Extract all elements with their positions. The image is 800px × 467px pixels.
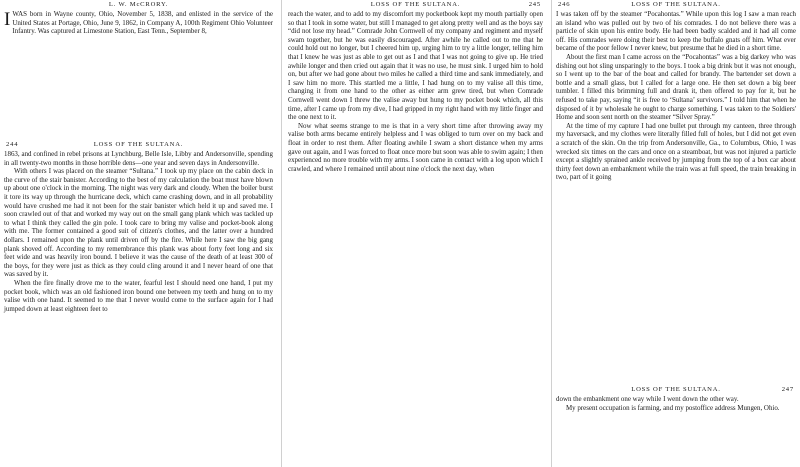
running-head-244 <box>4 140 273 150</box>
drop-cap: I <box>4 9 11 30</box>
paragraph: With others I was placed on the steamer “Sultana.” I took up my place on the cabin deck in the curve of the stair banister. According to the best of my calculation the boat must have blown up about one o'clock in the morning. The night was very dark and cloudy. When the boiler burst it tore its way up through the hurricane deck, which came crashing down, and in all probability would have crushed me had it not been for the stair banister which held it up and saved me. I soon crawled out of that and worked my way out on the small gang plank which was tackled up to what I think they called the gin pole. I took care to bring my valise and pocket-book along with me. The former contained a good suit of citizen's clothes, and the latter over a hundred dollars. I remained upon the plank until driven off by the fire. While here I saw the big gang plank shoved off. According to my remembrance this plank was about forty feet long and six feet wide and was heavily iron bound. I believe it was the cause of the death of at least 300 of the boys, for they were just as thick as they could cling around it and I never heard of one that was saved by it. <box>4 167 273 279</box>
paragraph: Now what seems strange to me is that in a very short time after throwing away my valise both arms became entirely helpless and I was obliged to turn over on my back and float in order to rest them. After floating awhile I swam a short distance when my arms gave out again, and I was forced to float once more but soon was able to swim again; I then experienced no more trouble with my arms. I soon came in contact with a log upon which I crawled, and where I remained until about nine o'clock the next day, when <box>288 121 543 173</box>
page-247-text <box>556 395 796 412</box>
running-head-title: LOSS OF THE SULTANA. <box>631 1 721 8</box>
running-head-title: LOSS OF THE SULTANA. <box>93 141 184 148</box>
paragraph: My present occupation is farming, and my postoffice address Mungen, Ohio. <box>566 403 780 412</box>
paragraph <box>4 10 273 36</box>
paragraph: About the first man I came across on the “Pocahontas” was a big darkey who was dishing out hot sling unsparingly to the boys. I took a big drink but it was not enough, so I went up to the bar of the boat and called for brandy. The bartender set down a bottle and a small glass, but I called for a large one. He then set down a big beer tumbler. I filled this brimming full and drank it, then offered to pay for it, but he refused to take pay, saying “it is free to ‘Sultana’ survivors.” I told him that when he disposed of it by wholesale he ought to charge something. I was taken to the Soldiers' Home and soon sent north on the steamer “Silver Spray.” <box>556 52 796 122</box>
paragraph: I was taken off by the steamer “Pocahontas.” While upon this log I saw a man reach an island who was pulled out by two of his comrades. I do not believe there was a particle of skin upon his entire body. He had been badly scalded and it had all come off. His comrades were doing their best to keep the buffalo gnats off him. What ever became of the poor fellow I never knew, but presume that he died in a short time. <box>556 10 796 53</box>
running-head-243 <box>4 0 273 10</box>
running-head-title: LOSS OF THE SULTANA. <box>370 1 461 8</box>
running-head-title: LOSS OF THE SULTANA. <box>631 386 721 393</box>
paragraph: At the time of my capture I had one bullet put through my canteen, three through my haversack, and my clothes were literally filled full of holes, but I did not get even a scratch of the skin. On the trip from Andersonville, Ga., to Columbus, Ohio, I was wrecked six times on the cars and once on a steamboat, but was not injured a particle except a slightly sprained ankle received by jumping from the top of a box car about thirty feet down an embankment while the train was at full speed, the train breaking in two, part of it going <box>556 121 796 182</box>
left-column <box>0 0 277 467</box>
page-245-text <box>288 10 543 173</box>
running-head-title: L. W. McCRORY. <box>108 1 169 8</box>
page-number: 244 <box>6 141 19 148</box>
page-246-text <box>556 10 796 182</box>
page-number: 247 <box>781 386 794 393</box>
page-244-text <box>4 150 273 313</box>
right-column <box>551 0 800 467</box>
paragraph-text: WAS born in Wayne county, Ohio, November 5, 1838, and enlisted in the service of the United States at Portage, Ohio, June 9, 1862, in Company A, 100th Regiment Ohio Volunteer Infantry. Was captured at Limestone Station, East Tenn., September 8, <box>12 10 273 36</box>
page-243 <box>4 0 273 140</box>
paragraph: down the embankment one way while I went down the other way. <box>556 395 739 403</box>
middle-column <box>281 0 547 467</box>
page-number: 246 <box>558 1 571 8</box>
paragraph: When the fire finally drove me to the water, fearful lest I should need one hand, I put my pocket book, which was an old fashioned iron bound one between my teeth and hung on to my valise with one hand. It seemed to me that I never would come to the surface again for I had jumped down at least eighteen feet to <box>4 278 273 313</box>
paragraph: reach the water, and to add to my discomfort my pocketbook kept my mouth partially open so that I took in some water, but still I managed to get along pretty well and as the boys say “did not lose my head.” Comrade John Cornwell of my company and regiment and myself swam together, but he was easily discouraged. After awhile he called out to me that he could hold out no longer, but I cheered him up, urging him to try a little longer, telling him that I knew he was just as able to get out as I and that I was not going to give up. He tried awhile longer and then cried out again that it was no use, he must sink. I urged him to hold on, but after we had gone about two miles he called a third time and sank immediately, and I saw him no more. This startled me a little, I had hung on to my valise all this time, changing it from one hand to the other as either arm grew tired, but when Comrade Cornwell went down I threw the valise away but hung to my pocket book which, all this time, after I came up from my dive, I had gripped in my right hand with my little finger and the one next to it. <box>288 10 543 122</box>
page-243-text <box>4 10 273 36</box>
page-246 <box>556 0 796 285</box>
running-head-246 <box>556 0 796 10</box>
paragraph: 1863, and confined in rebel prisons at Lynchburg, Belle Isle, Libby and Andersonville, spending in all twenty-two months in those horrible dens—one year and seven days in Andersonville. <box>4 150 273 167</box>
page-244 <box>4 140 273 467</box>
page-247 <box>556 385 796 467</box>
running-head-247 <box>556 385 796 395</box>
page-number: 245 <box>528 1 541 8</box>
running-head-245 <box>288 0 543 10</box>
